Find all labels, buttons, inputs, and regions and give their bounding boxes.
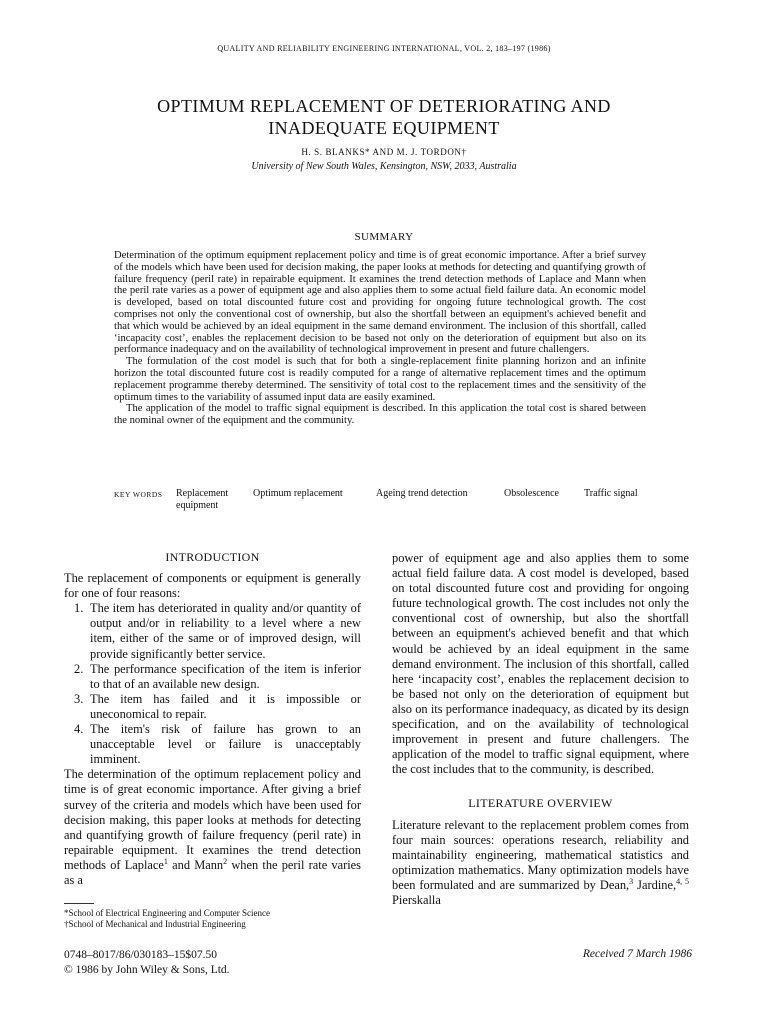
issn-block xyxy=(64,948,230,978)
received-date: Received 7 March 1986 xyxy=(582,948,692,960)
keyword-item: Ageing trend detection xyxy=(376,488,468,499)
issn: 0748–8017/86/030183–15$07.50 xyxy=(64,949,218,961)
summary-paragraph: The application of the model to traffic signal equipment is described. In this application the total cost is shared between the nominal owner of the equipment and the community. xyxy=(114,403,646,427)
reasons-list xyxy=(74,601,361,767)
summary-paragraph: Determination of the optimum equipment replacement policy and time is of great economic importance. After a brief survey of the models which have been used for decision making, the paper looks at methods for detecting and quantifying growth of failure frequency (peril rate) in repairable equipment. It examines the trend detection methods of Laplace and Mann when the peril rate varies as a power of equipment age and also applies them to some actual field failure data. An economic model is developed, based on total discounted future cost and providing for ongoing future technological growth. The cost comprises not only the conventional cost of ownership, but also the shortfall between an equipment's achieved benefit and that which would be achieved by an ideal equipment in the same demand environment. The inclusion of this shortfall, called ‘incapacity cost’, enables the replacement decision to be based not only on the deterioration of equipment but also on its performance inadequacy and on the availability of technological improvement in present and future challengers. xyxy=(114,250,646,356)
keyword-item: Replacement xyxy=(176,488,229,499)
summary-body xyxy=(114,250,646,427)
summary-paragraph: The formulation of the cost model is such that for both a single-replacement finite planning horizon and an infinite horizon the total discounted future cost is readily computed for a range of alternative replacement times and the optimum replacement programme thereby determined. The sensitivity of total cost to the replacement times and the sensitivity of the optimum times to the variability of assumed input data are easily examined. xyxy=(114,356,646,403)
right-column xyxy=(392,551,689,908)
keyword-item: Obsolescence xyxy=(504,488,559,499)
introduction-paragraph: The determination of the optimum replacement policy and time is of great economic importance. After giving a brief survey of the criteria and models which have been used for decision making, this paper looks at methods for detecting and quantifying growth of failure frequency (peril rate) in repairable equipment. It examines the trend detection methods of Laplace$^1$ and Mann$^2$ when the peril rate varies as a xyxy=(64,767,361,887)
journal-header: QUALITY AND RELIABILITY ENGINEERING INTERNATIONAL, VOL. 2, 183–197 (1986) xyxy=(217,44,551,53)
list-item: 2. The performance specification of the item is inferior to that of an available new design. xyxy=(74,661,361,691)
keyword-item: Optimum replacement xyxy=(253,488,343,499)
footnote-divider xyxy=(64,903,94,904)
summary-heading: SUMMARY xyxy=(354,231,414,243)
footnote: †School of Mechanical and Industrial Engineering xyxy=(64,919,246,929)
copyright: © 1986 by John Wiley & Sons, Ltd. xyxy=(64,964,230,976)
citation: 1 xyxy=(163,856,168,866)
keyword-item: Traffic signal xyxy=(584,488,638,499)
footnote: *School of Electrical Engineering and Computer Science xyxy=(64,908,270,918)
list-item: 3. The item has failed and it is impossible or uneconomical to repair. xyxy=(74,691,361,721)
citation: 4, 5 xyxy=(676,876,689,886)
keyword-item: equipment xyxy=(176,500,219,511)
literature-paragraph: Literature relevant to the replacement problem comes from four main sources: operations research, reliability and maintainability engineering, mathematical statistics and optimization mathematics. Many optimization models have been formulated and are summarized by Dean,$^3$ Jardine,$^{4, 5}$ Pierskalla xyxy=(392,817,689,907)
introduction-lead: The replacement of components or equipment is generally for one of four reasons: xyxy=(64,571,361,601)
left-column xyxy=(64,550,361,888)
article-title: OPTIMUM REPLACEMENT OF DETERIORATING AND INADEQUATE EQUIPMENT xyxy=(157,96,611,138)
list-item: 4. The item's risk of failure has grown to an unacceptable level or failure is unacceptably imminent. xyxy=(74,722,361,767)
list-item: 1. The item has deteriorated in quality and/or quantity of output and/or in reliability to a level where a new item, either of the same or of improved design, will provide significantly better service. xyxy=(74,601,361,661)
introduction-heading: INTRODUCTION xyxy=(165,550,260,564)
article-affiliation: University of New South Wales, Kensington, NSW, 2033, Australia xyxy=(251,161,517,172)
article-authors: H. S. BLANKS* AND M. J. TORDON† xyxy=(301,147,467,157)
citation: 2 xyxy=(223,856,228,866)
footnotes xyxy=(64,908,364,930)
citation: 3 xyxy=(629,876,634,886)
literature-heading: LITERATURE OVERVIEW xyxy=(468,796,613,811)
introduction-continued: power of equipment age and also applies them to some actual field failure data. A cost model is developed, based on total discounted future cost and providing for ongoing future technological growth. The cost includes not only the conventional cost of ownership, but also the shortfall between an equipment's achieved benefit and that which would be achieved by an ideal equipment in the same demand environment. The inclusion of this shortfall, called here ‘incapacity cost’, enables the replacement decision to be based not only on the deterioration of equipment but also on its performance inadequacy, as dicated by its design specification, and on the availability of technological improvement in present and future challengers. The application of the model to traffic signal equipment, where the cost includes that to the community, is described. xyxy=(392,551,689,777)
keywords-label: KEY WORDS xyxy=(114,490,163,499)
